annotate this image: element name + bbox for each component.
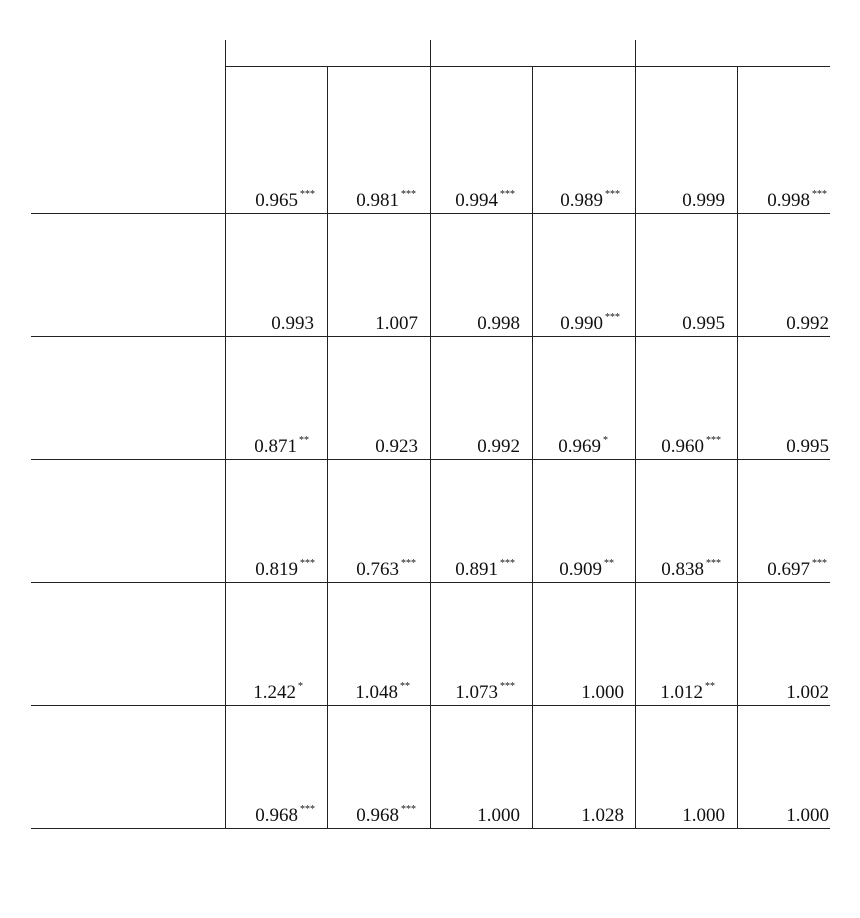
section-rule [31, 336, 830, 337]
section-rule [31, 582, 830, 583]
ratio-cell [514, 806, 624, 826]
significance-stars: *** [401, 804, 416, 815]
ratio-value: 0.968 [356, 805, 399, 826]
ratio-cell [719, 806, 829, 826]
header-subgroup-rule [226, 66, 830, 67]
ratio-cell [611, 437, 721, 460]
significance-stars: *** [401, 558, 416, 569]
ratio-value: 0.819 [255, 559, 298, 580]
ratio-cell [510, 314, 620, 337]
ratio-cell [300, 683, 410, 706]
ratio-value: 0.998 [477, 313, 520, 334]
ratio-value: 0.989 [560, 190, 603, 211]
ratio-value: 1.073 [455, 682, 498, 703]
ratio-cell [717, 191, 827, 214]
significance-stars: *** [812, 558, 827, 569]
significance-stars: * [298, 681, 303, 692]
ratio-cell [717, 560, 827, 583]
ratio-cell [615, 806, 725, 826]
ratio-value: 1.048 [355, 682, 398, 703]
ratio-value: 0.994 [455, 190, 498, 211]
ratio-value: 0.992 [786, 313, 829, 334]
ratio-cell [410, 806, 520, 826]
ratio-value: 0.697 [767, 559, 810, 580]
ratio-cell [498, 437, 608, 460]
section-rule [31, 213, 830, 214]
significance-stars: ** [604, 558, 614, 569]
ratio-value: 0.999 [682, 190, 725, 211]
ratio-cell [510, 191, 620, 214]
group-divider [430, 40, 431, 828]
ratio-cell [308, 314, 418, 334]
section-rule [31, 705, 830, 706]
significance-stars: ** [400, 681, 410, 692]
ratio-value: 0.923 [375, 436, 418, 457]
ratio-value: 0.992 [477, 436, 520, 457]
group-divider [635, 40, 636, 828]
significance-stars: *** [812, 189, 827, 200]
ratio-cell [205, 191, 315, 214]
ratio-cell [615, 191, 725, 211]
section-rule [31, 828, 830, 829]
ratio-value: 1.000 [477, 805, 520, 826]
ratio-cell [719, 437, 829, 457]
ratio-value: 0.871 [254, 436, 297, 457]
section-rule [31, 459, 830, 460]
ratio-cell [204, 314, 314, 334]
significance-stars: *** [300, 189, 315, 200]
ratio-cell [306, 560, 416, 583]
ratio-cell [719, 314, 829, 334]
ratio-value: 0.968 [255, 805, 298, 826]
ratio-value: 0.981 [356, 190, 399, 211]
ratio-cell [405, 191, 515, 214]
ratio-cell [719, 683, 829, 703]
ratio-cell [193, 683, 303, 706]
ratio-value: 0.995 [682, 313, 725, 334]
significance-stars: *** [605, 312, 620, 323]
significance-stars: ** [299, 435, 309, 446]
ratio-value: 0.995 [786, 436, 829, 457]
significance-stars: *** [500, 558, 515, 569]
ratio-cell [308, 437, 418, 457]
ratio-value: 0.838 [661, 559, 704, 580]
ratio-value: 1.000 [581, 682, 624, 703]
significance-stars: * [603, 435, 608, 446]
ratio-cell [306, 806, 416, 829]
ratio-value: 1.007 [375, 313, 418, 334]
ratio-cell [615, 314, 725, 334]
ratio-cell [504, 560, 614, 583]
ratio-cell [199, 437, 309, 460]
ratio-cell [405, 560, 515, 583]
ratio-value: 1.012 [660, 682, 703, 703]
ratio-value: 0.998 [767, 190, 810, 211]
significance-stars: *** [706, 435, 721, 446]
ratio-cell [205, 560, 315, 583]
significance-stars: ** [705, 681, 715, 692]
significance-stars: *** [300, 804, 315, 815]
ratio-value: 1.000 [786, 805, 829, 826]
ratio-value: 0.763 [356, 559, 399, 580]
significance-stars: *** [401, 189, 416, 200]
ratio-cell [410, 314, 520, 334]
ratio-value: 1.000 [682, 805, 725, 826]
ratio-value: 1.028 [581, 805, 624, 826]
ratio-value: 0.909 [559, 559, 602, 580]
ratio-cell [611, 560, 721, 583]
ratio-value: 0.993 [271, 313, 314, 334]
ratio-value: 0.965 [255, 190, 298, 211]
ratio-value: 0.969 [558, 436, 601, 457]
ratio-value: 0.990 [560, 313, 603, 334]
ratio-value: 1.242 [253, 682, 296, 703]
significance-stars: *** [500, 189, 515, 200]
ratio-value: 0.960 [661, 436, 704, 457]
ratio-value: 0.891 [455, 559, 498, 580]
significance-stars: *** [300, 558, 315, 569]
ratio-value: 1.002 [786, 682, 829, 703]
ratio-cell [205, 806, 315, 829]
significance-stars: *** [605, 189, 620, 200]
ratio-cell [306, 191, 416, 214]
group-divider [225, 40, 226, 828]
ratio-cell [605, 683, 715, 706]
ratio-cell [405, 683, 515, 706]
significance-stars: *** [706, 558, 721, 569]
significance-stars: *** [500, 681, 515, 692]
